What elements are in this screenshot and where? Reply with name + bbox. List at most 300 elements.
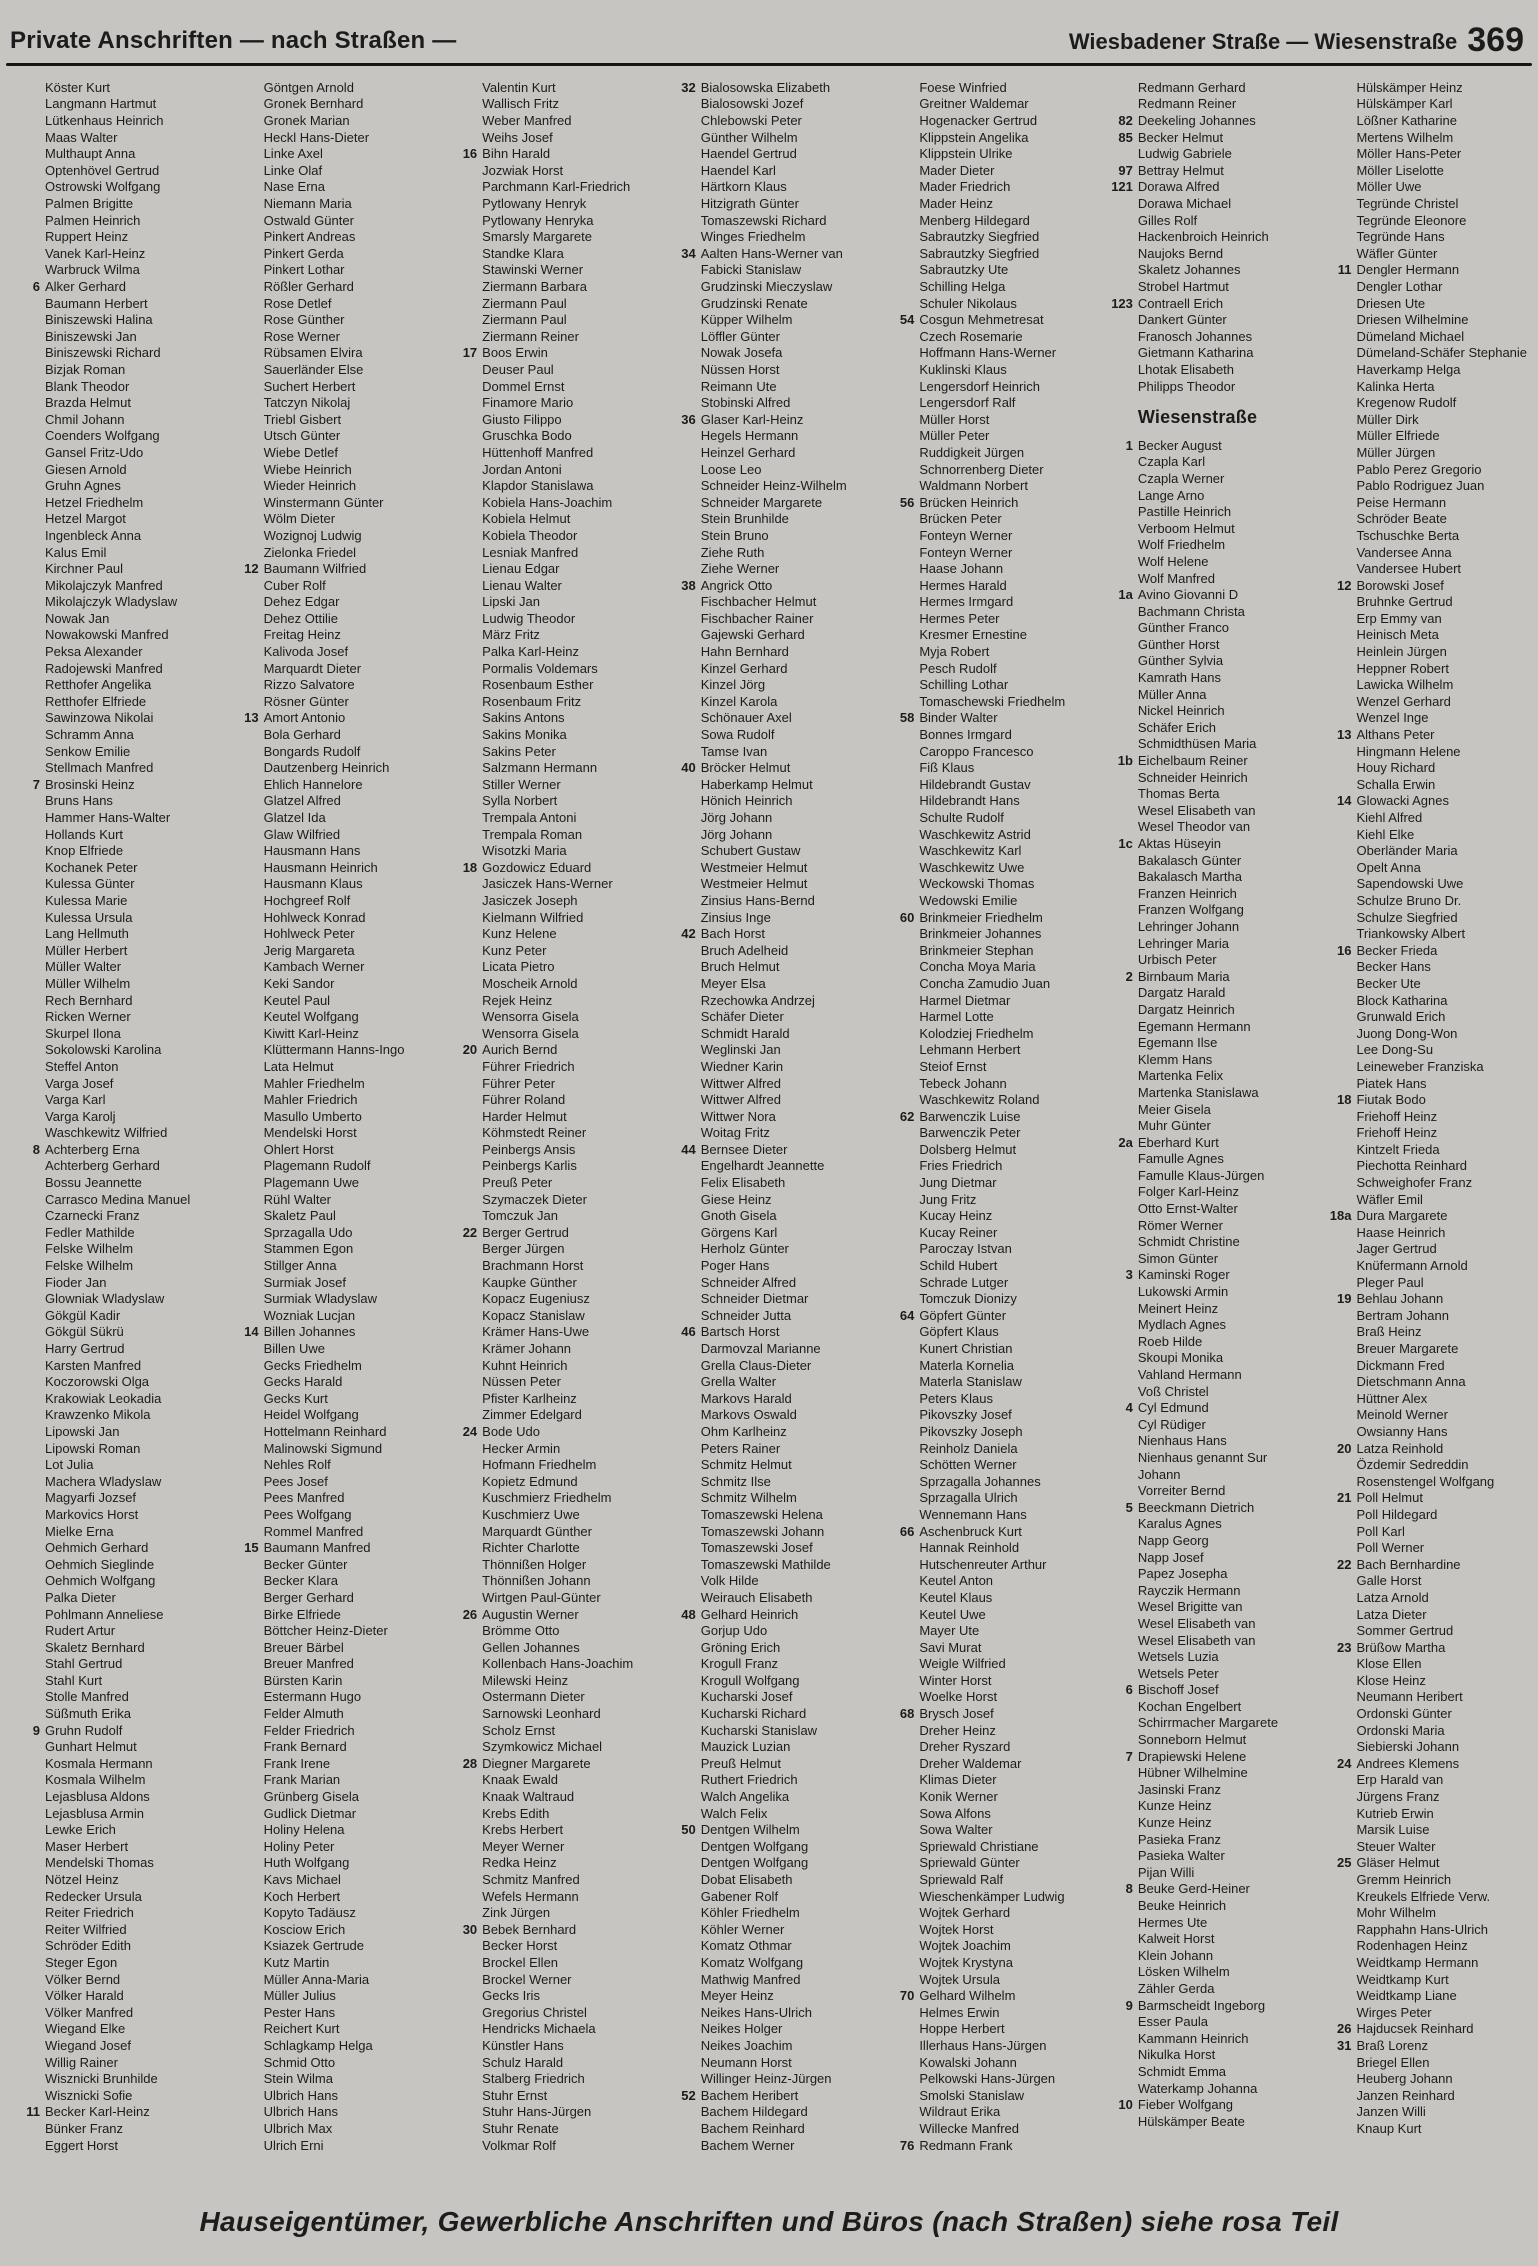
- resident-name: Kammann Heinrich: [1137, 2030, 1249, 2046]
- house-number: [1103, 1666, 1138, 1683]
- resident-name: Günther Sylvia: [1137, 653, 1224, 669]
- house-number: 2a: [1118, 1134, 1133, 1150]
- house-number: [666, 1590, 701, 1607]
- resident-name: Ruppert Heinz: [45, 229, 129, 245]
- resident-name: Wesel Elisabeth van: [1137, 1615, 1256, 1631]
- directory-entry: [447, 760, 656, 777]
- house-number: [10, 1125, 45, 1142]
- house-number: [1321, 179, 1356, 196]
- directory-entry: [10, 1474, 219, 1491]
- directory-entry: [1103, 1184, 1312, 1201]
- directory-entry: [10, 1689, 219, 1706]
- directory-entry: [884, 528, 1093, 545]
- directory-entry: [1321, 1258, 1530, 1275]
- resident-name: Reiter Wilfried: [45, 1921, 127, 1937]
- resident-name: Kirchner Paul: [45, 561, 124, 577]
- resident-name: Tomaschewski Friedhelm: [919, 693, 1066, 709]
- directory-entry: [10, 1656, 219, 1673]
- resident-name: Böttcher Heinz-Dieter: [263, 1623, 388, 1639]
- resident-name: Wennemann Hans: [919, 1506, 1027, 1522]
- directory-entry: [229, 1026, 438, 1043]
- house-number: [447, 893, 482, 910]
- directory-entry: [10, 843, 219, 860]
- resident-name: Palka Karl-Heinz: [482, 644, 579, 660]
- house-number: [1103, 1649, 1138, 1666]
- house-number: [229, 379, 264, 396]
- directory-entry: [229, 1706, 438, 1723]
- resident-name: Bernsee Dieter: [700, 1141, 788, 1157]
- resident-name: Schönauer Axel: [700, 710, 792, 726]
- resident-name: Gorjup Udo: [700, 1623, 768, 1639]
- resident-name: Klose Heinz: [1356, 1672, 1426, 1688]
- directory-entry: [1103, 936, 1312, 953]
- directory-entry: [10, 1490, 219, 1507]
- directory-entry: [1321, 1988, 1530, 2005]
- house-number: [666, 744, 701, 761]
- directory-entry: [10, 1640, 219, 1657]
- directory-entry: [666, 561, 875, 578]
- resident-name: Rose Günther: [263, 312, 345, 328]
- resident-name: Kunze Heinz: [1137, 1798, 1212, 1814]
- directory-entry: [447, 644, 656, 661]
- resident-name: Krämer Johann: [482, 1341, 572, 1357]
- directory-entry: [10, 1772, 219, 1789]
- directory-entry: [666, 545, 875, 562]
- resident-name: Klemm Hans: [1137, 1051, 1213, 1067]
- house-number: [884, 561, 919, 578]
- directory-entry: [1103, 653, 1312, 670]
- house-number: 12: [1337, 577, 1352, 593]
- directory-entry: [884, 1175, 1093, 1192]
- directory-entry: [666, 1407, 875, 1424]
- resident-name: Sakins Peter: [482, 743, 556, 759]
- directory-entry: [229, 910, 438, 927]
- resident-name: Famulle Agnes: [1137, 1151, 1224, 1167]
- directory-entry: [447, 262, 656, 279]
- directory-entry: [666, 379, 875, 396]
- house-number: [1321, 362, 1356, 379]
- house-number: [1103, 1948, 1138, 1965]
- directory-entry: [229, 1374, 438, 1391]
- directory-entry: [884, 1772, 1093, 1789]
- house-number: [10, 860, 45, 877]
- resident-name: Müller Elfriede: [1356, 428, 1440, 444]
- house-number: 64: [899, 1307, 915, 1323]
- directory-entry: [666, 1573, 875, 1590]
- directory-entry: [1103, 1666, 1312, 1683]
- directory-entry: [229, 694, 438, 711]
- directory-entry: [447, 1092, 656, 1109]
- house-number: [666, 495, 701, 512]
- house-number: [666, 694, 701, 711]
- house-number: [447, 1905, 482, 1922]
- house-number: [666, 1192, 701, 1209]
- resident-name: Gruhn Agnes: [45, 478, 121, 494]
- resident-name: Friehoff Heinz: [1356, 1108, 1438, 1124]
- house-number: [666, 1391, 701, 1408]
- resident-name: Knaup Kurt: [1356, 2120, 1422, 2136]
- resident-name: Kuhnt Heinrich: [482, 1357, 568, 1373]
- directory-entry: [447, 1175, 656, 1192]
- resident-name: Wiedner Karin: [700, 1058, 784, 1074]
- directory-entry: [1321, 246, 1530, 263]
- house-number: [447, 561, 482, 578]
- resident-name: Lata Helmut: [263, 1058, 334, 1074]
- house-number: [447, 1955, 482, 1972]
- resident-name: Poger Hans: [700, 1258, 770, 1274]
- resident-name: Kucay Heinz: [919, 1208, 993, 1224]
- directory-entry: [666, 196, 875, 213]
- resident-name: Führer Peter: [482, 1075, 556, 1091]
- directory-entry: [666, 1905, 875, 1922]
- directory-entry: [1321, 179, 1530, 196]
- directory-entry: [1321, 196, 1530, 213]
- house-number: [229, 1291, 264, 1308]
- directory-entry: [666, 495, 875, 512]
- directory-entry: [884, 130, 1093, 147]
- house-number: [1321, 1358, 1356, 1375]
- resident-name: Wolf Helene: [1137, 553, 1209, 569]
- house-number: [229, 1607, 264, 1624]
- resident-name: Bürsten Karin: [263, 1672, 343, 1688]
- house-number: [666, 379, 701, 396]
- directory-entry: [10, 345, 219, 362]
- directory-entry: [666, 1806, 875, 1823]
- directory-entry: [1103, 720, 1312, 737]
- house-number: [229, 1109, 264, 1126]
- house-number: [1103, 819, 1138, 836]
- directory-entry: [10, 80, 219, 97]
- directory-entry: [666, 229, 875, 246]
- house-number: [1321, 910, 1356, 927]
- resident-name: Krogull Wolfgang: [700, 1672, 800, 1688]
- directory-entry: [447, 694, 656, 711]
- resident-name: Juong Dong-Won: [1356, 1025, 1458, 1041]
- directory-entry: [229, 1872, 438, 1889]
- resident-name: Driesen Ute: [1356, 295, 1426, 311]
- resident-name: Schmitz Manfred: [482, 1872, 580, 1888]
- house-number: [447, 1839, 482, 1856]
- house-number: [10, 1656, 45, 1673]
- directory-entry: [1103, 2047, 1312, 2064]
- house-number: [10, 744, 45, 761]
- directory-entry: [666, 1507, 875, 1524]
- resident-name: Szymkowicz Michael: [482, 1739, 603, 1755]
- resident-name: Kobiela Hans-Joachim: [482, 494, 613, 510]
- resident-name: Völker Bernd: [45, 1971, 121, 1987]
- directory-entry: [447, 1358, 656, 1375]
- resident-name: Braß Heinz: [1356, 1324, 1422, 1340]
- directory-entry: [1321, 1540, 1530, 1557]
- house-number: [447, 1241, 482, 1258]
- resident-name: Drapiewski Helene: [1137, 1748, 1247, 1764]
- house-number: [666, 279, 701, 296]
- house-number: [1103, 1367, 1138, 1384]
- resident-name: Neumann Horst: [700, 2054, 792, 2070]
- house-number: [1103, 1350, 1138, 1367]
- resident-name: Mathwig Manfred: [700, 1971, 801, 1987]
- directory-entry: [229, 2038, 438, 2055]
- resident-name: Glowniak Wladyslaw: [45, 1291, 165, 1307]
- house-number: [666, 196, 701, 213]
- resident-name: Bartsch Horst: [700, 1324, 780, 1340]
- directory-entry: [10, 1607, 219, 1624]
- directory-entry: [1321, 1275, 1530, 1292]
- directory-entry: [10, 312, 219, 329]
- resident-name: Beuke Gerd-Heiner: [1137, 1881, 1250, 1897]
- directory-entry: [447, 1076, 656, 1093]
- resident-name: Lipowski Roman: [45, 1440, 141, 1456]
- directory-entry: [10, 495, 219, 512]
- resident-name: Kiwitt Karl-Heinz: [263, 1025, 359, 1041]
- house-number: [229, 1407, 264, 1424]
- resident-name: Mikolajczyk Manfred: [45, 577, 163, 593]
- resident-name: Harry Gertrud: [45, 1341, 125, 1357]
- house-number: [884, 229, 919, 246]
- resident-name: Aalten Hans-Werner van: [700, 245, 843, 261]
- resident-name: Vandersee Hubert: [1356, 561, 1462, 577]
- resident-name: Hüttner Alex: [1356, 1390, 1428, 1406]
- house-number: [229, 2138, 264, 2155]
- house-number: [666, 627, 701, 644]
- house-number: [666, 1092, 701, 1109]
- house-number: [666, 1573, 701, 1590]
- directory-entry: [10, 1175, 219, 1192]
- directory-entry: [1321, 1839, 1530, 1856]
- directory-entry: [1103, 786, 1312, 803]
- directory-entry: [1321, 1573, 1530, 1590]
- house-number: [229, 993, 264, 1010]
- directory-entry: [447, 1042, 656, 1059]
- house-number: [1321, 1723, 1356, 1740]
- directory-entry: [666, 1723, 875, 1740]
- directory-entry: [10, 1291, 219, 1308]
- directory-entry: [1321, 1076, 1530, 1093]
- directory-entry: [10, 810, 219, 827]
- directory-entry: [666, 1424, 875, 1441]
- directory-entry: [10, 1341, 219, 1358]
- resident-name: Harmel Lotte: [919, 1009, 994, 1025]
- directory-entry: [1103, 196, 1312, 213]
- directory-entry: [884, 96, 1093, 113]
- house-number: [1321, 827, 1356, 844]
- house-number: [1321, 1789, 1356, 1806]
- house-number: [884, 1656, 919, 1673]
- resident-name: Tomaszewski Helena: [700, 1506, 823, 1522]
- house-number: [10, 910, 45, 927]
- house-number: [1103, 604, 1138, 621]
- directory-entry: [884, 2038, 1093, 2055]
- directory-entry: [447, 130, 656, 147]
- resident-name: Dentgen Wilhelm: [700, 1822, 800, 1838]
- resident-name: Wenzel Inge: [1356, 710, 1429, 726]
- resident-name: Nötzel Heinz: [45, 1872, 119, 1888]
- directory-entry: [1321, 2088, 1530, 2105]
- directory-entry: [447, 1258, 656, 1275]
- resident-name: Mahler Friedhelm: [263, 1075, 365, 1091]
- directory-entry: [1103, 1234, 1312, 1251]
- house-number: [229, 594, 264, 611]
- directory-entry: [447, 113, 656, 130]
- house-number: [1103, 1931, 1138, 1948]
- resident-name: Licata Pietro: [482, 959, 555, 975]
- directory-entry: [1103, 179, 1312, 196]
- directory-entry: [1321, 1009, 1530, 1026]
- resident-name: Materla Stanislaw: [919, 1374, 1022, 1390]
- directory-entry: [1321, 1756, 1530, 1773]
- house-number: [229, 827, 264, 844]
- directory-entry: [10, 146, 219, 163]
- house-number: [229, 412, 264, 429]
- directory-entry: [1321, 1308, 1530, 1325]
- house-number: [229, 876, 264, 893]
- directory-entry: [666, 246, 875, 263]
- resident-name: Milewski Heinz: [482, 1672, 569, 1688]
- house-number: [447, 2104, 482, 2121]
- resident-name: Schild Hubert: [919, 1258, 998, 1274]
- resident-name: Ordonski Günter: [1356, 1706, 1452, 1722]
- house-number: [10, 1573, 45, 1590]
- house-number: [1321, 495, 1356, 512]
- directory-entry: [666, 760, 875, 777]
- directory-entry: [1321, 1889, 1530, 1906]
- resident-name: Biniszewski Halina: [45, 312, 153, 328]
- directory-entry: [10, 1258, 219, 1275]
- house-number: [10, 1474, 45, 1491]
- directory-entry: [666, 2088, 875, 2105]
- resident-name: Kambach Werner: [263, 959, 365, 975]
- resident-name: Rapphahn Hans-Ulrich: [1356, 1921, 1488, 1937]
- directory-entry: [229, 860, 438, 877]
- house-number: [447, 1109, 482, 1126]
- resident-name: Holiny Helena: [263, 1822, 345, 1838]
- resident-name: Peters Klaus: [919, 1390, 994, 1406]
- directory-entry: [666, 1922, 875, 1939]
- house-number: [1321, 993, 1356, 1010]
- directory-entry: [884, 262, 1093, 279]
- house-number: [666, 329, 701, 346]
- directory-entry: [884, 478, 1093, 495]
- house-number: 4: [1125, 1400, 1133, 1416]
- resident-name: Kucharski Stanislaw: [700, 1722, 818, 1738]
- house-number: [666, 1689, 701, 1706]
- directory-entry: [884, 1573, 1093, 1590]
- house-number: 20: [1337, 1440, 1352, 1456]
- house-number: [884, 1358, 919, 1375]
- house-number: 38: [681, 577, 696, 593]
- resident-name: Nienhaus genannt Sur Johann: [1137, 1449, 1268, 1482]
- directory-entry: [1103, 1749, 1312, 1766]
- directory-entry: [666, 959, 875, 976]
- directory-entry: [666, 594, 875, 611]
- house-number: [884, 213, 919, 230]
- house-number: [1103, 1483, 1138, 1500]
- house-number: 32: [681, 79, 696, 95]
- resident-name: Kochanek Peter: [45, 859, 138, 875]
- resident-name: Kucay Reiner: [919, 1224, 998, 1240]
- directory-entry: [1103, 1450, 1312, 1483]
- directory-entry: [884, 1673, 1093, 1690]
- house-number: 28: [462, 1755, 478, 1771]
- directory-entry: [447, 627, 656, 644]
- resident-name: Mayer Ute: [919, 1623, 980, 1639]
- house-number: 9: [1125, 1997, 1133, 2013]
- resident-name: Wedowski Emilie: [919, 892, 1018, 908]
- directory-entry: [884, 1407, 1093, 1424]
- resident-name: Hohlweck Peter: [263, 926, 355, 942]
- directory-entry: [1321, 262, 1530, 279]
- house-number: [666, 428, 701, 445]
- resident-name: Ehlich Hannelore: [263, 776, 363, 792]
- house-number: [1321, 860, 1356, 877]
- directory-entry: [447, 1391, 656, 1408]
- resident-name: Friehoff Heinz: [1356, 1125, 1438, 1141]
- directory-entry: [447, 843, 656, 860]
- house-number: [1103, 279, 1138, 296]
- house-number: [447, 1872, 482, 1889]
- house-number: [666, 661, 701, 678]
- house-number: [10, 312, 45, 329]
- house-number: [447, 329, 482, 346]
- directory-entry: [229, 1689, 438, 1706]
- directory-entry: [447, 445, 656, 462]
- resident-name: Senkow Emilie: [45, 743, 131, 759]
- resident-name: Czech Rosemarie: [919, 328, 1023, 344]
- directory-entry: [666, 1374, 875, 1391]
- house-number: [1321, 1076, 1356, 1093]
- resident-name: Ruddigkeit Jürgen: [919, 444, 1025, 460]
- resident-name: Trempala Roman: [482, 826, 583, 842]
- resident-name: Block Katharina: [1356, 992, 1448, 1008]
- directory-entry: [884, 1872, 1093, 1889]
- resident-name: Kutz Martin: [263, 1954, 330, 1970]
- house-number: [229, 246, 264, 263]
- house-number: [666, 644, 701, 661]
- resident-name: Warbruck Wilma: [45, 262, 140, 278]
- directory-entry: [447, 1059, 656, 1076]
- directory-entry: [1103, 1815, 1312, 1832]
- house-number: [447, 528, 482, 545]
- directory-entry: [1321, 677, 1530, 694]
- resident-name: Janzen Reinhard: [1356, 2087, 1455, 2103]
- directory-entry: [1321, 1241, 1530, 1258]
- resident-name: Giusto Filippo: [482, 411, 562, 427]
- resident-name: Engelhardt Jeannette: [700, 1158, 825, 1174]
- house-number: [10, 1540, 45, 1557]
- house-number: [666, 1988, 701, 2005]
- resident-name: Valentin Kurt: [482, 79, 556, 95]
- resident-name: Lawicka Wilhelm: [1356, 677, 1454, 693]
- directory-entry: [10, 1972, 219, 1989]
- resident-name: Volkmar Rolf: [482, 2137, 556, 2153]
- resident-name: Schubert Gustaw: [700, 843, 801, 859]
- resident-name: Becker Ute: [1356, 975, 1421, 991]
- resident-name: Jung Fritz: [919, 1191, 977, 1207]
- resident-name: Grella Claus-Dieter: [700, 1357, 812, 1373]
- resident-name: Willinger Heinz-Jürgen: [700, 2071, 832, 2087]
- house-number: [447, 1275, 482, 1292]
- house-number: [666, 2038, 701, 2055]
- resident-name: Wisznicki Sofie: [45, 2087, 133, 2103]
- directory-entry: [1103, 1350, 1312, 1367]
- resident-name: Eberhard Kurt: [1137, 1134, 1219, 1150]
- resident-name: Mydlach Agnes: [1137, 1317, 1227, 1333]
- resident-name: Piechotta Reinhard: [1356, 1158, 1468, 1174]
- house-number: [1321, 2088, 1356, 2105]
- directory-entry: [10, 1673, 219, 1690]
- house-number: [666, 976, 701, 993]
- resident-name: Schmitz Ilse: [700, 1473, 771, 1489]
